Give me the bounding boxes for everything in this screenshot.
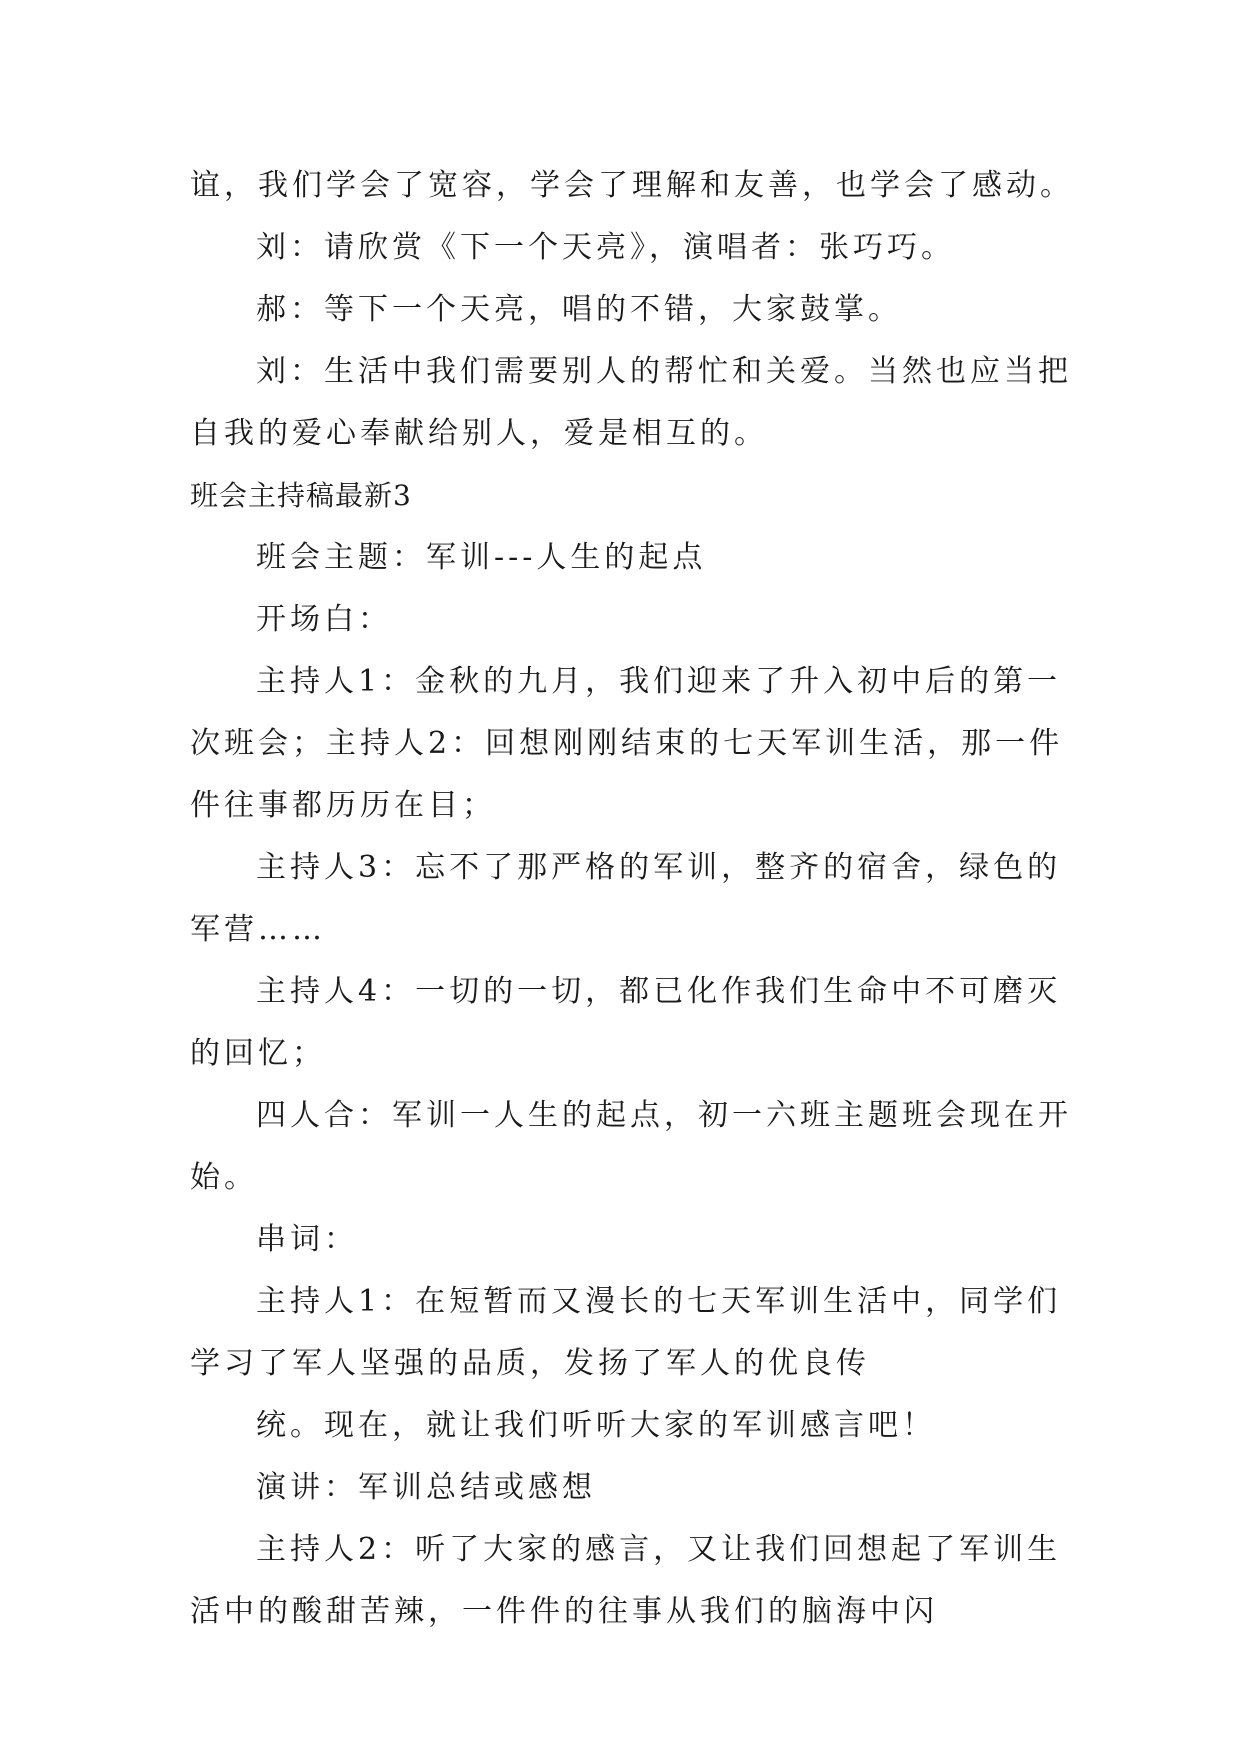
document-body xyxy=(190,155,1074,1643)
text-line: 主持人1：在短暂而又漫长的七天军训生活中，同学们 xyxy=(256,1284,1062,1319)
text-line: 军营…… xyxy=(190,912,326,947)
text-line: 开场白： xyxy=(256,602,392,637)
text-line: 主持人2：听了大家的感言，又让我们回想起了军训生 xyxy=(256,1532,1062,1567)
text-line: 演讲：军训总结或感想 xyxy=(256,1470,596,1505)
text-line: 学习了军人坚强的品质，发扬了军人的优良传 xyxy=(190,1346,870,1381)
text-line: 始。 xyxy=(190,1160,258,1195)
text-line: 的回忆； xyxy=(190,1036,326,1071)
text-line: 四人合：军训一人生的起点，初一六班主题班会现在开 xyxy=(256,1098,1072,1133)
section-heading: 班会主持稿最新3 xyxy=(190,479,412,512)
text-line: 谊，我们学会了宽容，学会了理解和友善，也学会了感动。 xyxy=(190,168,1074,203)
text-line: 自我的爱心奉献给别人，爱是相互的。 xyxy=(190,416,768,451)
text-line: 件往事都历历在目； xyxy=(190,788,496,823)
text-line: 活中的酸甜苦辣，一件件的往事从我们的脑海中闪 xyxy=(190,1594,938,1629)
text-line: 主持人1：金秋的九月，我们迎来了升入初中后的第一 xyxy=(256,664,1062,699)
text-line: 主持人3：忘不了那严格的军训，整齐的宿舍，绿色的 xyxy=(256,850,1062,885)
text-line: 串词： xyxy=(256,1222,358,1257)
text-line: 班会主题：军训---人生的起点 xyxy=(256,540,707,575)
text-line: 次班会；主持人2：回想刚刚结束的七天军训生活，那一件 xyxy=(190,726,1064,761)
text-line: 统。现在，就让我们听听大家的军训感言吧！ xyxy=(256,1408,936,1443)
text-line: 刘：生活中我们需要别人的帮忙和关爱。当然也应当把 xyxy=(256,354,1072,389)
text-line: 郝：等下一个天亮，唱的不错，大家鼓掌。 xyxy=(256,292,902,327)
text-line: 主持人4：一切的一切，都已化作我们生命中不可磨灭 xyxy=(256,974,1062,1009)
text-line: 刘：请欣赏《下一个天亮》，演唱者：张巧巧。 xyxy=(256,230,955,265)
